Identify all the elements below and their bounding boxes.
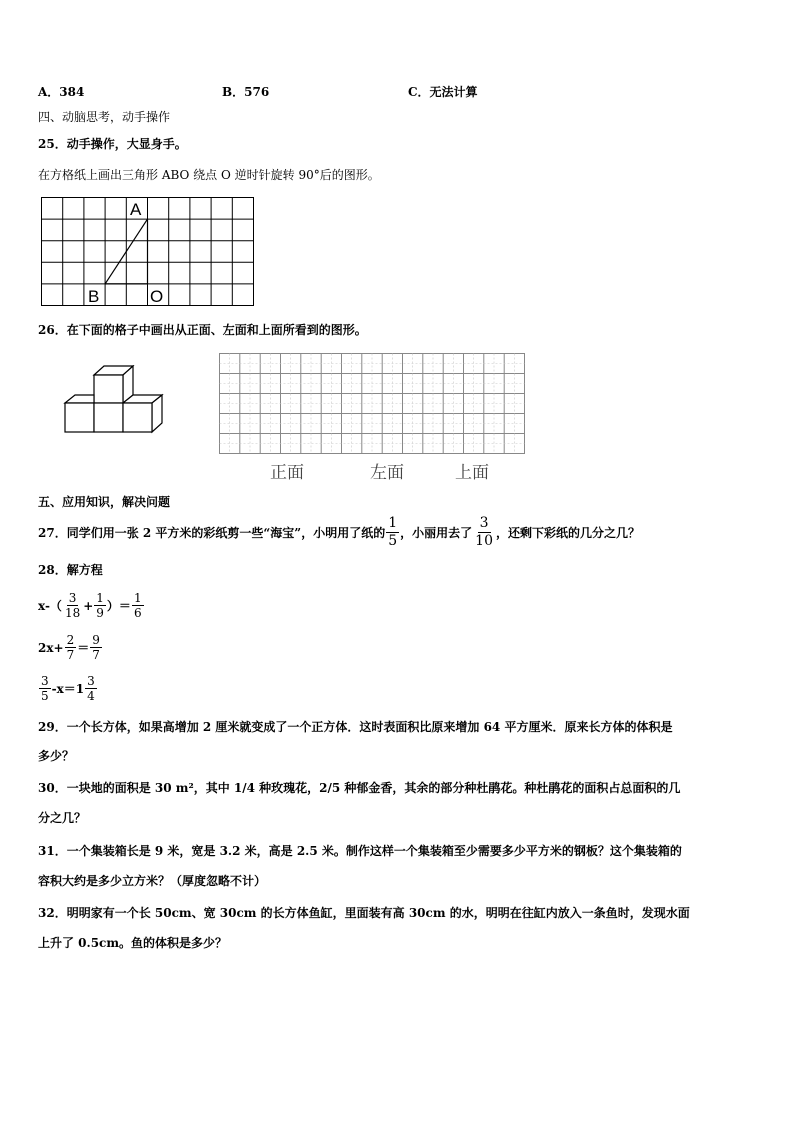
q26-title: 26．在下面的格子中画出从正面、左面和上面所看到的图形。 [38,323,367,337]
option-b: B．576 [222,85,270,99]
view-label-top: 上面 [455,463,489,483]
q27-pre: 27．同学们用一张 2 平方米的彩纸剪一些“海宝”，小明用了纸的 [38,525,386,540]
section-4-heading: 四、动脑思考，动手操作 [38,110,171,124]
q25-title: 25．动手操作，大显身手。 [38,137,187,151]
q28-title: 28．解方程 [38,563,103,577]
fraction: $\frac{3}{10}$ [475,515,493,549]
q30-line-1: 30．一块地的面积是 30 m²，其中 1/4 种玫瑰花，2/5 种郁金香，其余的部分种杜鹃花。种杜鹃花的面积占总面积的几 [38,781,681,795]
view-label-front: 正面 [270,463,304,483]
option-c: C．无法计算 [408,85,478,99]
q25-description: 在方格纸上画出三角形 ABO 绕点 O 逆时针旋转 90°后的图形。 [38,168,380,182]
fraction: $\frac{1}{6}$ [133,591,142,620]
fraction: $\frac{1}{5}$ [388,515,398,549]
q29-line-2: 多少？ [38,749,75,763]
fraction: $\frac{3}{5}$ [41,674,49,703]
cube-solid-figure [60,365,170,440]
fraction: $\frac{9}{7}$ [92,633,100,662]
q25-grid-figure [40,196,256,308]
option-a: A．384 [38,85,85,99]
label-o: O [150,287,164,306]
fraction: $\frac{1}{9}$ [96,591,104,620]
fraction: $\frac{3}{4}$ [87,674,95,703]
section-5-heading: 五、应用知识，解决问题 [38,495,171,509]
label-b: B [88,287,100,306]
q31-line-2: 容积大约是多少立方米？（厚度忽略不计） [38,874,267,888]
q27-text [38,515,640,550]
q32-line-2: 上升了 0.5cm。鱼的体积是多少？ [38,936,228,950]
fraction: $\frac{3}{18}$ [64,591,81,620]
q27-post: ，还剩下彩纸的几分之几？ [495,525,640,540]
equation-3: $\frac{3}{5}$ -x＝1 $\frac{3}{4}$ [41,674,95,703]
q26-grid-figure [218,352,528,456]
q30-line-2: 分之几？ [38,811,87,825]
q31-line-1: 31．一个集装箱长是 9 米，宽是 3.2 米，高是 2.5 米。制作这样一个集装箱至少需要多少平方米的钢板？这个集装箱的 [38,844,682,858]
equation-1: x-（ $\frac{3}{18}$ + $\frac{1}{9}$ ）＝ $\frac{1}{6}$ [38,591,142,620]
label-a: A [130,200,142,219]
q27-mid: ，小丽用去了 [400,525,473,540]
fraction: $\frac{2}{7}$ [66,633,75,662]
q32-line-1: 32．明明家有一个长 50cm、宽 30cm 的长方体鱼缸，里面装有高 30cm 的水，明明在往缸内放入一条鱼时，发现水面 [38,906,690,920]
q29-line-1: 29．一个长方体，如果高增加 2 厘米就变成了一个正方体．这时表面积比原来增加 64 平方厘米．原来长方体的体积是 [38,720,673,734]
view-label-left: 左面 [370,463,404,483]
equation-2: 2x+ $\frac{2}{7}$ ＝ $\frac{9}{7}$ [38,633,100,662]
